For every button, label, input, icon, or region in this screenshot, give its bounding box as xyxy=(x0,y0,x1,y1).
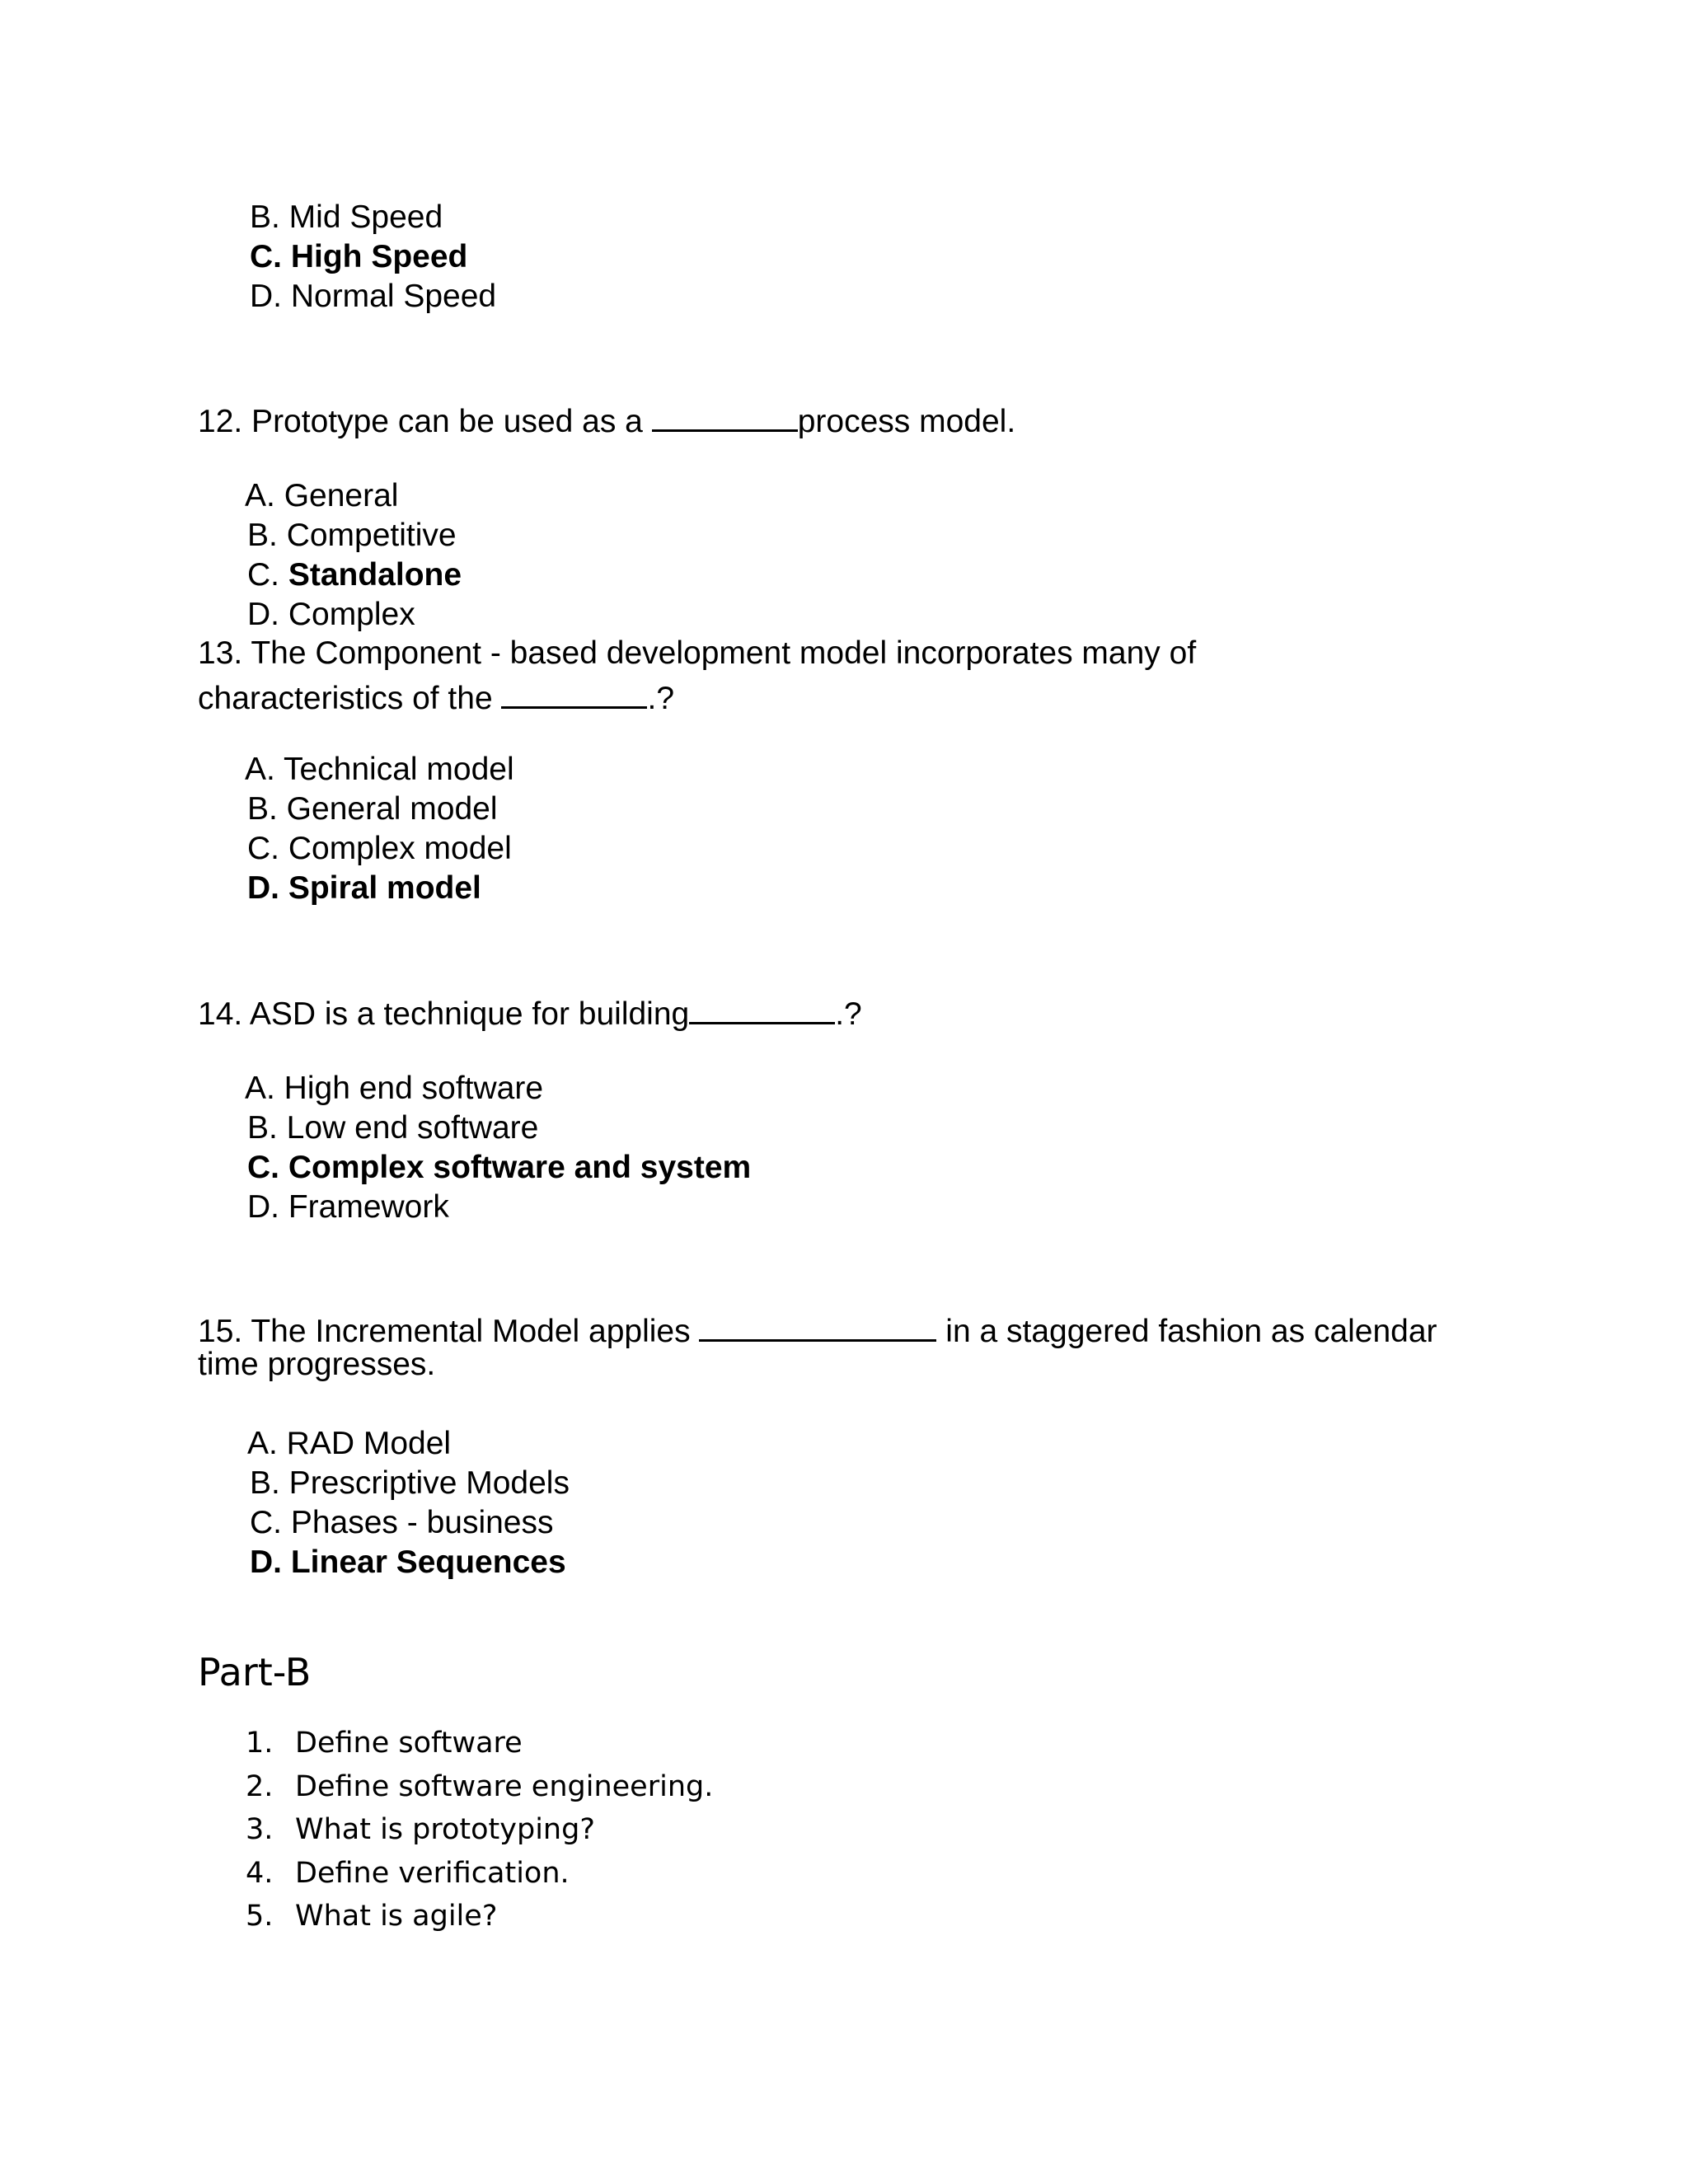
part-b-item-3 xyxy=(246,1810,595,1849)
item-text: What is agile? xyxy=(295,1900,498,1933)
item-number: 1. xyxy=(246,1727,274,1760)
q13-question-line2 xyxy=(198,673,674,719)
option-letter: C. xyxy=(247,557,288,593)
q12-stem-before: 12. Prototype can be used as a xyxy=(198,404,652,439)
q12-option-b xyxy=(247,516,457,555)
part-b-item-1 xyxy=(246,1723,523,1763)
q14-option-a: A. High end software xyxy=(245,1071,544,1106)
option-text: Complex xyxy=(288,597,415,632)
option-letter: D. xyxy=(247,597,288,632)
q13-option-a: A. Technical model xyxy=(245,752,514,787)
item-number: 3. xyxy=(246,1813,274,1846)
part-b-item-5 xyxy=(246,1896,497,1936)
q12-option-d xyxy=(247,595,415,635)
q13-stem-after: .? xyxy=(647,681,675,716)
q13-option-c: C. Complex model xyxy=(247,831,512,866)
q13-blank xyxy=(501,673,647,709)
q15-blank xyxy=(699,1306,936,1342)
q15-option-b: B. Prescriptive Models xyxy=(250,1465,570,1501)
item-text: What is prototyping? xyxy=(295,1813,595,1846)
q11-option-b: B. Mid Speed xyxy=(250,199,443,235)
q14-option-b: B. Low end software xyxy=(247,1110,539,1146)
q14-stem-after: .? xyxy=(835,996,862,1032)
q14-stem-before: 14. ASD is a technique for building xyxy=(198,996,690,1032)
q14-question xyxy=(198,989,862,1034)
q14-blank xyxy=(689,989,835,1024)
option-text: Competitive xyxy=(286,518,457,553)
option-text: Standalone xyxy=(288,557,462,593)
q15-stem-after: in a staggered fashion as calendar xyxy=(936,1314,1437,1349)
q14-option-c: C. Complex software and system xyxy=(247,1150,752,1185)
q12-blank xyxy=(652,396,798,432)
q14-option-d: D. Framework xyxy=(247,1189,449,1225)
q13-option-d: D. Spiral model xyxy=(247,870,481,906)
q11-option-d: D. Normal Speed xyxy=(250,279,497,314)
q15-option-c: C. Phases - business xyxy=(250,1505,554,1540)
q13-question-line1: 13. The Component - based development model incorporates many of xyxy=(198,635,1197,671)
q15-question-line2: time progresses. xyxy=(198,1347,436,1382)
part-b-heading: Part-B xyxy=(198,1650,312,1694)
q13-option-b: B. General model xyxy=(247,791,498,827)
q12-stem-after: process model. xyxy=(797,404,1016,439)
q12-option-a xyxy=(245,476,398,516)
q13-stem-before: characteristics of the xyxy=(198,681,502,716)
q12-option-c xyxy=(247,555,462,595)
option-letter: B. xyxy=(247,518,287,553)
item-number: 4. xyxy=(246,1857,274,1890)
option-letter: A. xyxy=(245,478,284,513)
item-text: Define software engineering. xyxy=(295,1770,714,1803)
part-b-item-4 xyxy=(246,1854,570,1893)
option-text: General xyxy=(284,478,399,513)
part-b-item-2 xyxy=(246,1767,713,1807)
item-number: 5. xyxy=(246,1900,274,1933)
q15-option-a: A. RAD Model xyxy=(247,1426,452,1461)
item-text: Define verification. xyxy=(295,1857,570,1890)
item-number: 2. xyxy=(246,1770,274,1803)
item-text: Define software xyxy=(295,1727,523,1760)
q11-option-c: C. High Speed xyxy=(250,239,468,274)
q15-option-d: D. Linear Sequences xyxy=(250,1544,566,1580)
q12-question xyxy=(198,396,1015,442)
q15-stem-before: 15. The Incremental Model applies xyxy=(198,1314,700,1349)
